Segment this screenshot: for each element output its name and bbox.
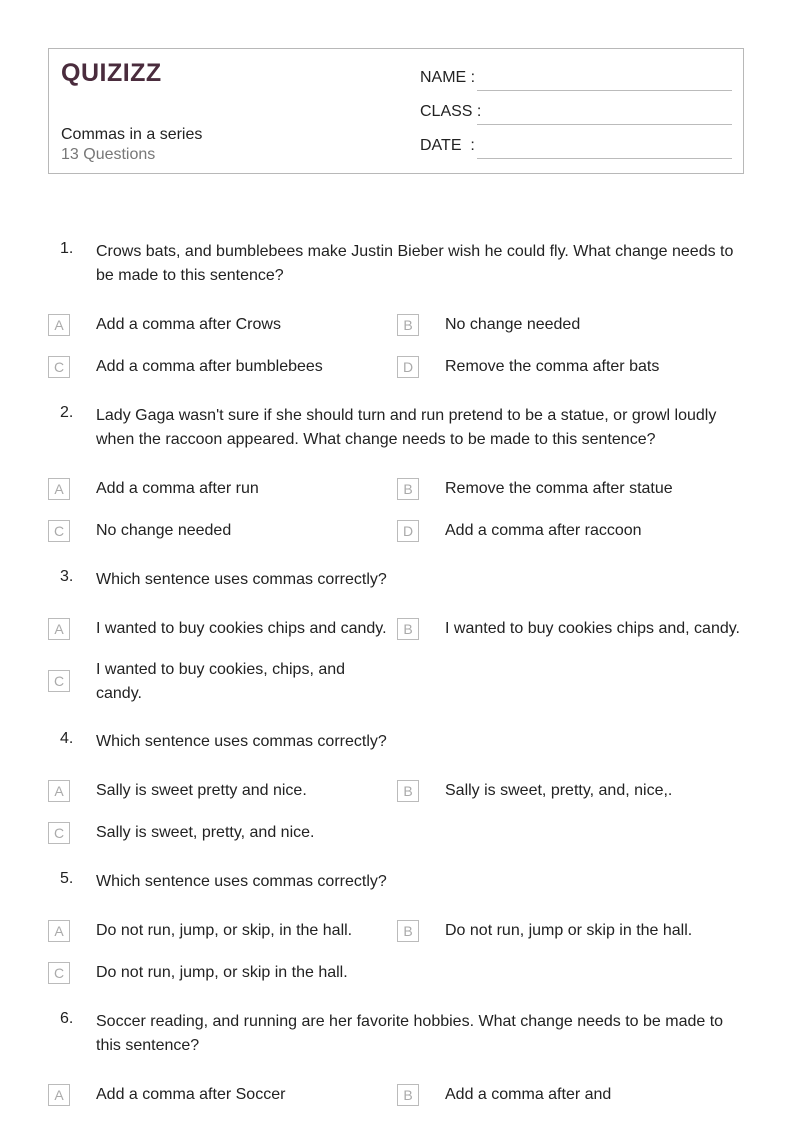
option-text: Sally is sweet, pretty, and nice. [96,824,315,841]
option-text: Remove the comma after statue [445,480,673,497]
question-text: Crows bats, and bumblebees make Justin Bieber wish he could fly. What change needs to be made to this sentence? [96,243,734,284]
question-number: 6. [60,1010,74,1027]
date-label: DATE : [420,137,475,154]
option-letter: C [48,520,70,542]
option-letter: B [397,618,419,640]
option-text: Do not run, jump, or skip in the hall. [96,964,348,981]
option-letter: A [48,314,70,336]
option-text: Sally is sweet pretty and nice. [96,782,307,799]
option-letter: A [48,780,70,802]
option-text: I wanted to buy cookies chips and candy. [96,620,387,637]
question-number: 5. [60,870,74,887]
option-text: Add a comma after Soccer [96,1086,286,1103]
question-text: Which sentence uses commas correctly? [96,733,387,750]
question-text: Which sentence uses commas correctly? [96,571,387,588]
name-label: NAME : [420,69,476,86]
option-text: No change needed [96,522,232,539]
option-letter: A [48,920,70,942]
question-number: 3. [60,568,74,585]
name-line [477,90,732,91]
option-letter: D [397,520,419,542]
option-text: I wanted to buy cookies, chips, and candy. [96,661,346,702]
option-text: Add a comma after run [96,480,259,497]
question-number: 1. [60,240,74,257]
option-letter: B [397,920,419,942]
question-count: 13 Questions [61,146,156,163]
option-text: Add a comma after Crows [96,316,281,333]
option-letter: C [48,670,70,692]
option-text: I wanted to buy cookies chips and, candy. [445,620,740,637]
option-letter: D [397,356,419,378]
option-letter: B [397,780,419,802]
option-letter: A [48,1084,70,1106]
option-text: Add a comma after raccoon [445,522,642,539]
option-text: Sally is sweet, pretty, and, nice,. [445,782,673,799]
option-text: Do not run, jump, or skip, in the hall. [96,922,353,939]
question-text: Lady Gaga wasn't sure if she should turn and run pretend to be a statue, or growl loudly when the raccoon appeared. What change needs to be made to this sentence? [96,407,717,448]
class-line [477,124,732,125]
question-text: Which sentence uses commas correctly? [96,873,387,890]
option-letter: B [397,478,419,500]
quizizz-logo: QUIZIZZ [61,59,162,87]
option-text: Add a comma after and [445,1086,612,1103]
class-label: CLASS : [420,103,482,120]
option-letter: C [48,962,70,984]
option-letter: A [48,618,70,640]
option-letter: A [48,478,70,500]
option-text: Remove the comma after bats [445,358,660,375]
option-letter: B [397,1084,419,1106]
question-number: 4. [60,730,74,747]
question-number: 2. [60,404,74,421]
option-text: No change needed [445,316,581,333]
option-letter: B [397,314,419,336]
date-line [477,158,732,159]
worksheet-title: Commas in a series [61,126,203,143]
option-text: Do not run, jump or skip in the hall. [445,922,693,939]
option-text: Add a comma after bumblebees [96,358,323,375]
worksheet-header [48,48,744,174]
question-text: Soccer reading, and running are her favorite hobbies. What change needs to be made to this sentence? [96,1013,724,1054]
option-letter: C [48,356,70,378]
option-letter: C [48,822,70,844]
